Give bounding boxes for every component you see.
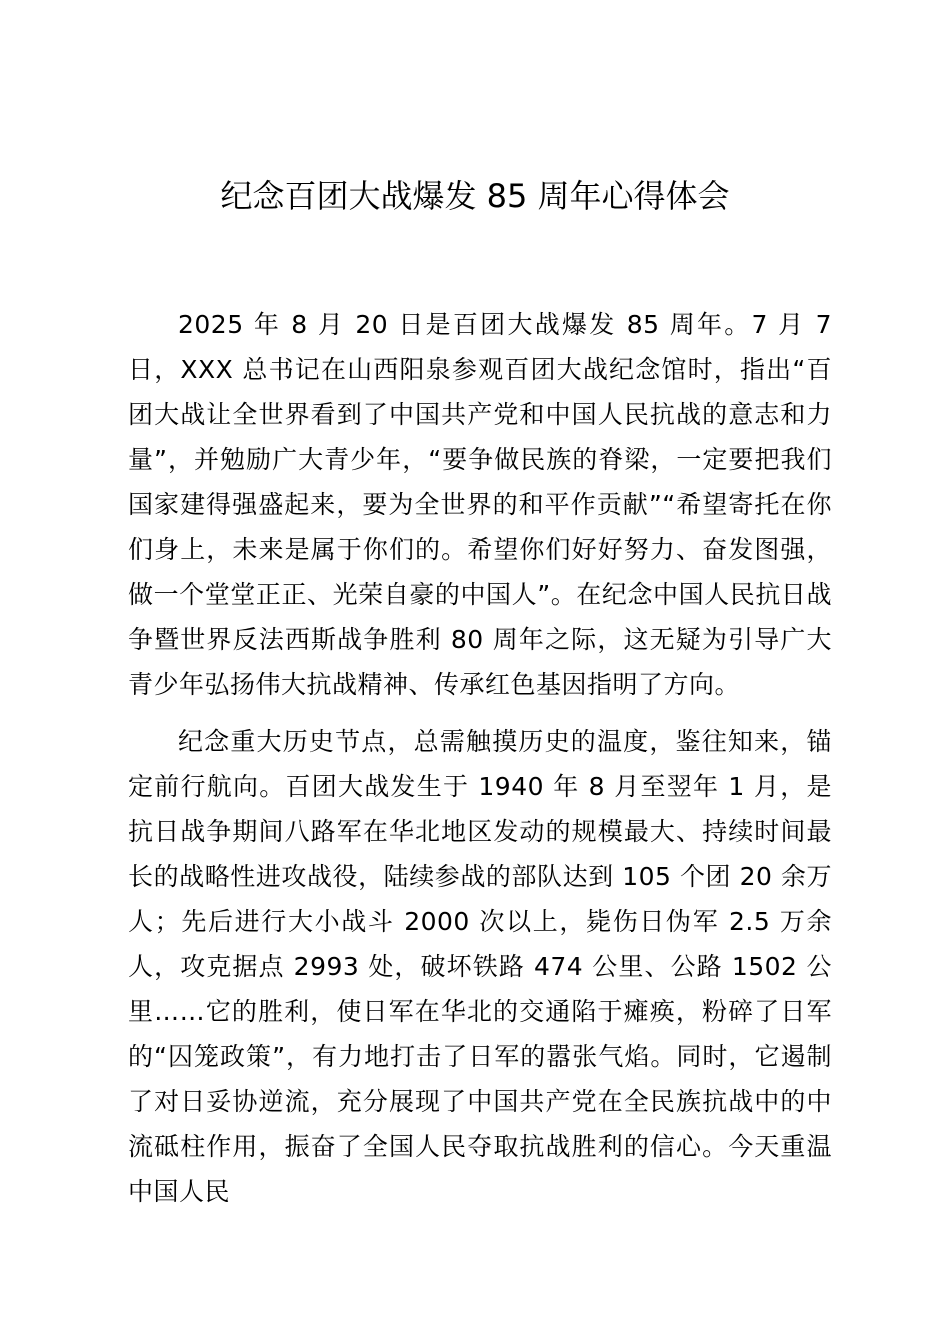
paragraph: 纪念重大历史节点，总需触摸历史的温度，鉴往知来，锚定前行航向。百团大战发生于 1940 年 8 月至翌年 1 月，是抗日战争期间八路军在华北地区发动的规模最大、持续时间最长的战略性进攻战役，陆续参战的部队达到 105 个团 20 余万人；先后进行大小战斗 2000 次以上，毙伤日伪军 2.5 万余人，攻克据点 2993 处，破坏铁路 474 公里、公路 1502 公里……它的胜利，使日军在华北的交通陷于瘫痪，粉碎了日军的“囚笼政策”，有力地打击了日军的嚣张气焰。同时，它遏制了对日妥协逆流，充分展现了中国共产党在全民族抗战中的中流砥柱作用，振奋了全国人民夺取抗战胜利的信心。今天重温中国人民 [128,727,832,1206]
document-body [128,302,832,1214]
paragraph: 2025 年 8 月 20 日是百团大战爆发 85 周年。7 月 7 日，XXX 总书记在山西阳泉参观百团大战纪念馆时，指出“百团大战让全世界看到了中国共产党和中国人民抗战的意志和力量”，并勉励广大青少年，“要争做民族的脊梁，一定要把我们国家建得强盛起来，要为全世界的和平作贡献”“希望寄托在你们身上，未来是属于你们的。希望你们好好努力、奋发图强，做一个堂堂正正、光荣自豪的中国人”。在纪念中国人民抗日战争暨世界反法西斯战争胜利 80 周年之际，这无疑为引导广大青少年弘扬伟大抗战精神、传承红色基因指明了方向。 [128,310,832,699]
document-title: 纪念百团大战爆发 85 周年心得体会 [220,177,730,215]
